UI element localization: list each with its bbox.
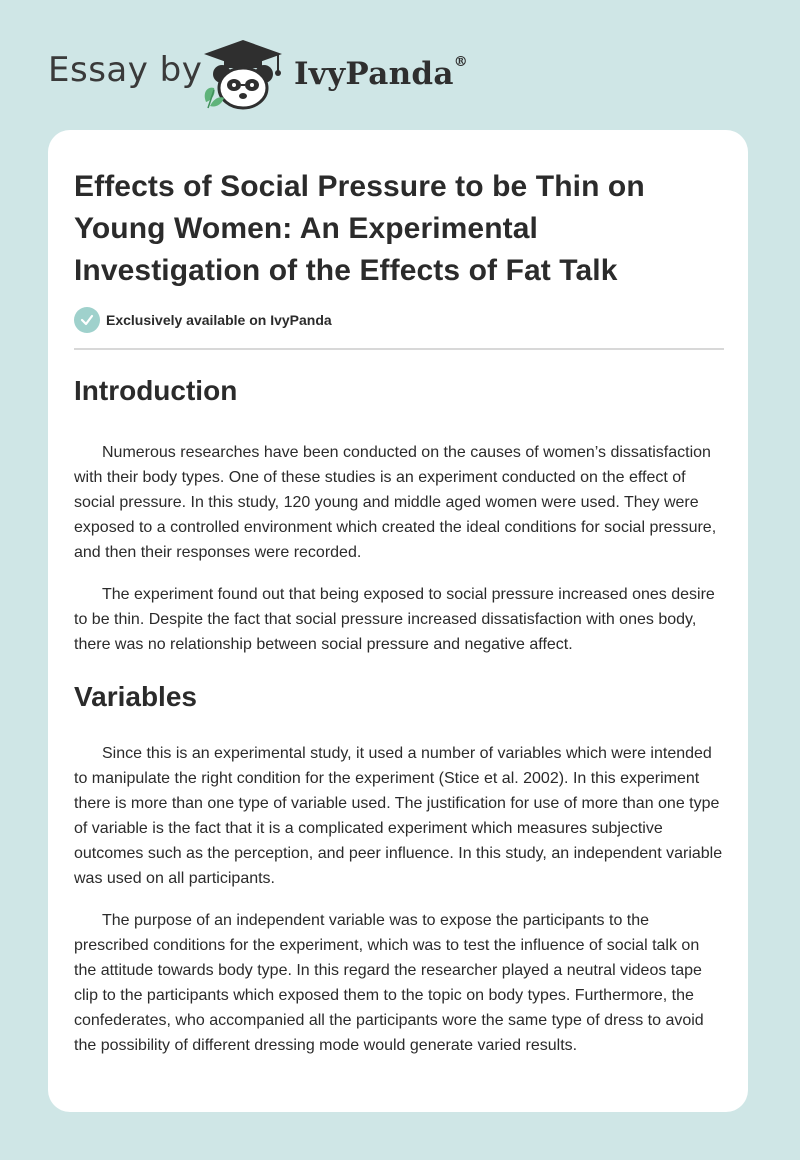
paragraph: The purpose of an independent variable was to expose the participants to the prescribed conditions for the experiment, which was to test the influence of social talk on the attitude towards body type. In this regard the researcher played a neutral videos tape clip to the participants which exposed them to the topic on body types. Furthermore, the confederates, who accompanied all the participants wore the same type of dress to avoid the possibility of different dressing mode would generate varied results. [74, 912, 704, 1054]
article-title: Effects of Social Pressure to be Thin on Young Women: An Experimental Investigation of the Effects of Fat Talk [74, 170, 645, 287]
section-heading-introduction: Introduction [74, 375, 238, 406]
article-card [48, 130, 748, 1112]
essay-by-label: Essay by [48, 50, 203, 90]
exclusive-badge [74, 306, 724, 334]
article-content [74, 166, 724, 1058]
exclusive-badge-text: Exclusively available on IvyPanda [106, 312, 332, 328]
site-header [48, 30, 748, 110]
registered-mark: ® [453, 54, 469, 70]
check-icon [74, 307, 100, 333]
brand-name[interactable]: IvyPanda® [294, 54, 469, 92]
divider [74, 348, 724, 350]
panda-graduate-icon[interactable] [200, 36, 286, 110]
paragraph: Numerous researches have been conducted on the causes of women’s dissatisfaction with their body types. One of these studies is an experiment conducted on the effect of social pressure. In this study, 120 young and middle aged women were used. They were exposed to a controlled environment which created the ideal conditions for social pressure, and then their responses were recorded. [74, 444, 717, 561]
paragraph: The experiment found out that being exposed to social pressure increased ones desire to be thin. Despite the fact that social pressure increased dissatisfaction with ones body, there was no relationship between social pressure and negative affect. [74, 586, 715, 653]
paragraph: Since this is an experimental study, it used a number of variables which were intended to manipulate the right condition for the experiment (Stice et al. 2002). In this experiment there is more than one type of variable used. The justification for use of more than one type of variable is the fact that it is a complicated experiment which measures subjective outcomes such as the perception, and peer influence. In this study, an independent variable was used on all participants. [74, 745, 723, 887]
section-heading-variables: Variables [74, 681, 197, 712]
